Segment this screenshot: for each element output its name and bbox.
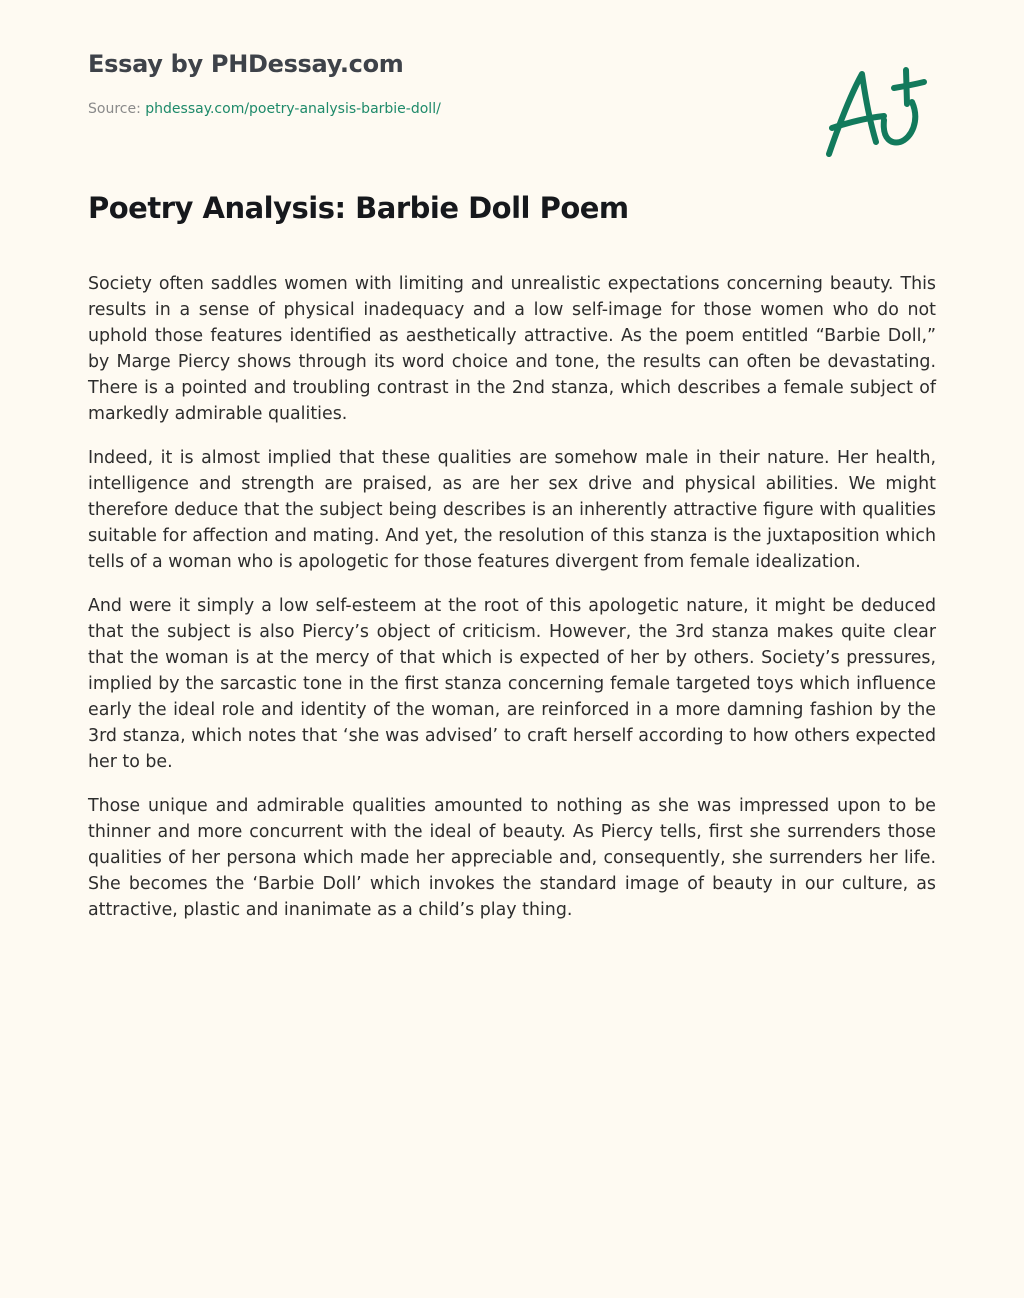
- paragraph: Indeed, it is almost implied that these qualities are somehow male in their nature. Her health, intelligence and strength are praised, as are her sex drive and physical abilities. We might therefore deduce that the subject being describes is an inherently attractive figure with qualities suitable for affection and mating. And yet, the resolution of this stanza is the juxtaposition which tells of a woman who is apologetic for those features divergent from female idealization.: [88, 448, 936, 572]
- brand-title: Essay by PHDessay.com: [88, 50, 404, 78]
- paragraph: And were it simply a low self-esteem at the root of this apologetic nature, it might be deduced that the subject is also Piercy’s object of criticism. However, the 3rd stanza makes quite clear that the woman is at the mercy of that which is expected of her by others. Society’s pressures, implied by the sarcastic tone in the first stanza concerning female targeted toys which influence early the ideal role and identity of the woman, are reinforced in a more damning fashion by the 3rd stanza, which notes that ‘she was advised’ to craft herself according to how others expected her to be.: [88, 596, 936, 772]
- paragraph: Society often saddles women with limiting and unrealistic expectations concerning beauty. This results in a sense of physical inadequacy and a low self-image for those women who do not uphold those features identified as aesthetically attractive. As the poem entitled “Barbie Doll,” by Marge Piercy shows through its word choice and tone, the results can often be devastating. There is a pointed and troubling contrast in the 2nd stanza, which describes a female subject of markedly admirable qualities.: [88, 274, 936, 424]
- paragraph: Those unique and admirable qualities amounted to nothing as she was impressed upon to be thinner and more concurrent with the ideal of beauty. As Piercy tells, first she surrenders those qualities of her persona which made her appreciable and, consequently, she surrenders her life. She becomes the ‘Barbie Doll’ which invokes the standard image of beauty in our culture, as attractive, plastic and inanimate as a child’s play thing.: [88, 796, 936, 920]
- page-title: Poetry Analysis: Barbie Doll Poem: [88, 191, 629, 225]
- source-label: Source:: [88, 101, 141, 117]
- source-line: [88, 101, 441, 117]
- source-link[interactable]: phdessay.com/poetry-analysis-barbie-doll/: [145, 101, 441, 117]
- a-plus-logo-icon: [820, 62, 930, 162]
- essay-body: [88, 271, 936, 941]
